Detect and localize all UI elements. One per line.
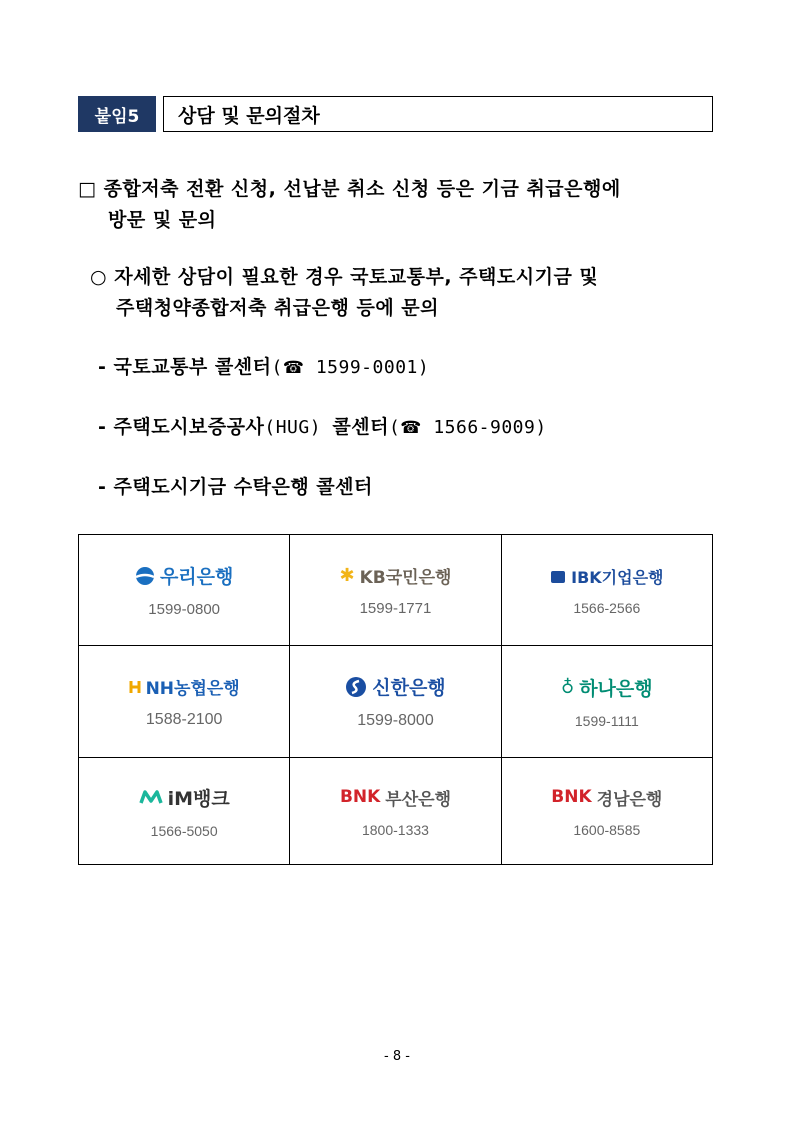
bank-cell-nh — [79, 646, 290, 758]
bank-phone: 1800-1333 — [361, 821, 429, 838]
bank-phone: 1566-5050 — [150, 822, 218, 839]
bank-name: 부산은행 — [385, 789, 451, 810]
bank-name: iM뱅크 — [167, 787, 230, 810]
bank-name: 우리은행 — [159, 566, 234, 588]
bullet-main-line1: □ 종합저축 전환 신청, 선납분 취소 신청 등은 기금 취급은행에 — [78, 178, 621, 200]
hana-logo-icon: ♁ — [561, 677, 575, 698]
bank-phone: 1566-2566 — [573, 599, 641, 616]
kb-star-icon: ✱ — [339, 565, 355, 586]
bank-cell-busan — [290, 758, 501, 865]
bullet-main-line2: 방문 및 문의 — [108, 209, 217, 231]
bnk-logo-icon: BNK — [339, 787, 381, 807]
bank-cell-kb — [290, 535, 501, 646]
section-title: 상담 및 문의절차 — [163, 96, 713, 132]
page-number: - 8 - — [384, 1049, 410, 1064]
bank-name: NH농협은행 — [145, 679, 240, 699]
bank-cell-hana — [501, 646, 712, 758]
dash-item-hug: - 주택도시보증공사(HUG) 콜센터(☎ 1566-9009) — [98, 416, 547, 438]
bullet-sub-line2: 주택청약종합저축 취급은행 등에 문의 — [116, 297, 440, 319]
bnk-logo-icon: BNK — [551, 787, 592, 807]
bank-name: KB국민은행 — [359, 568, 452, 588]
circle-bullet: ○ — [90, 266, 108, 288]
bank-cell-shinhan — [290, 646, 501, 758]
nh-logo-icon — [129, 679, 141, 695]
bank-name: IBK기업은행 — [571, 567, 664, 587]
phone-icon: ☎ — [400, 418, 422, 438]
attachment-badge: 붙임5 — [78, 96, 156, 132]
ibk-logo-icon — [550, 568, 566, 584]
dash-item-molit: - 국토교통부 콜센터(☎ 1599-0001) — [98, 356, 430, 378]
bank-cell-woori — [79, 535, 290, 646]
bank-cell-im — [79, 758, 290, 865]
bank-name: 신한은행 — [372, 677, 446, 699]
phone-icon: ☎ — [282, 358, 305, 378]
bank-cell-kyongnam — [501, 758, 712, 865]
bank-phone: 1588-2100 — [145, 711, 223, 728]
bank-phone: 1599-0800 — [148, 601, 221, 618]
bank-name: 하나은행 — [579, 678, 653, 700]
woori-logo-icon — [135, 566, 155, 586]
bank-cell-ibk — [501, 535, 712, 646]
section-header — [78, 96, 713, 132]
shinhan-logo-icon — [345, 676, 367, 698]
bank-phone: 1599-1111 — [574, 713, 639, 729]
bank-phone: 1599-1771 — [359, 600, 432, 617]
square-bullet: □ — [78, 178, 97, 200]
bank-phone: 1600-8585 — [573, 821, 641, 838]
bullet-sub-line1: ○ 자세한 상담이 필요한 경우 국토교통부, 주택도시기금 및 — [90, 266, 599, 288]
dash-item-fund-banks: - 주택도시기금 수탁은행 콜센터 — [98, 476, 373, 498]
bank-name: 경남은행 — [596, 789, 663, 810]
im-logo-icon — [139, 789, 163, 805]
bank-callcenter-table — [78, 534, 713, 865]
bank-phone: 1599-8000 — [357, 712, 434, 729]
